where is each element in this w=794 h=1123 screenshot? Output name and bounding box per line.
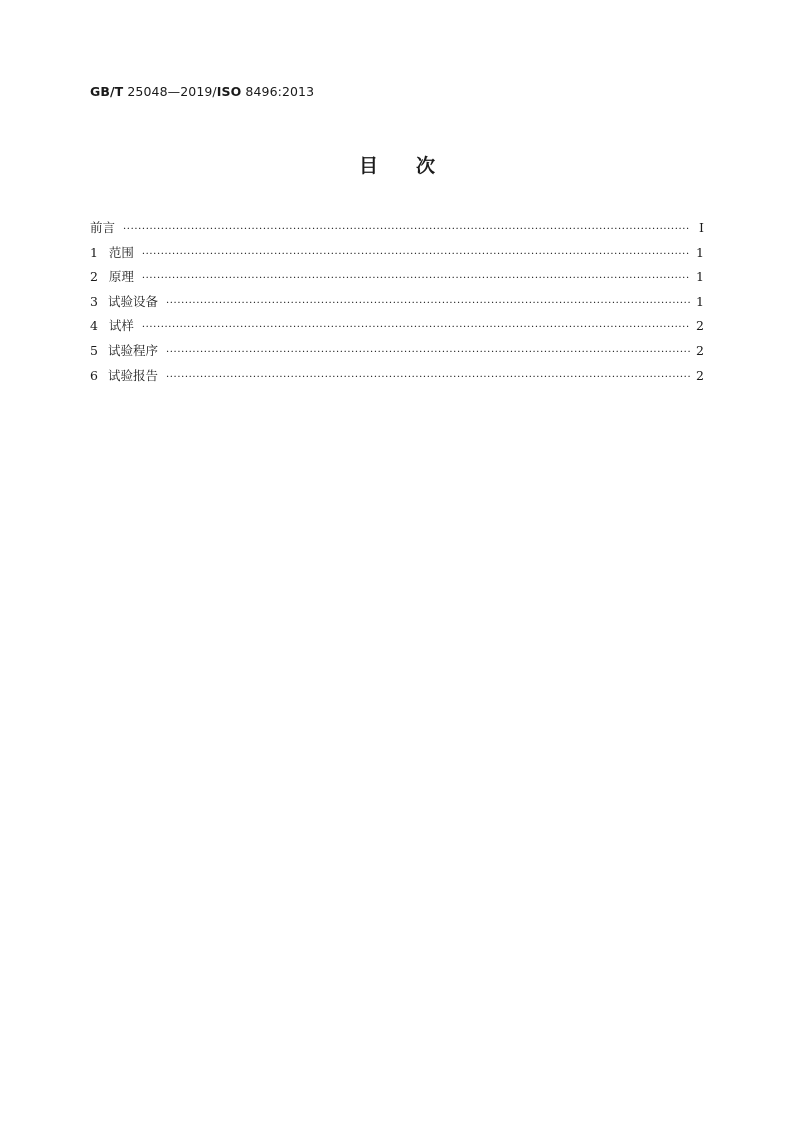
standard-prefix: GB/T	[90, 84, 124, 99]
toc-leader-dots	[166, 341, 690, 366]
toc-leader-dots	[166, 292, 690, 317]
toc-item-number: 3	[90, 293, 98, 309]
toc-item-number: 4	[90, 318, 98, 334]
toc-item-label: 原理	[108, 269, 134, 285]
toc-item-page: 1	[696, 269, 704, 285]
toc-item-label: 试验设备	[107, 293, 158, 309]
toc-item-page: 1	[696, 293, 704, 309]
toc-leader-dots	[142, 267, 690, 292]
toc-item-scope[interactable]	[90, 241, 704, 266]
toc-item-foreword[interactable]	[90, 216, 704, 241]
standard-number	[90, 84, 314, 99]
toc-item-number: 1	[90, 244, 98, 260]
toc-item-apparatus[interactable]	[90, 290, 704, 315]
toc-item-label: 试验报告	[107, 367, 158, 383]
toc-item-number: 5	[90, 342, 98, 358]
standard-main: 25048—2019/	[123, 84, 217, 99]
toc-item-number: 2	[90, 269, 98, 285]
toc-item-procedure[interactable]	[90, 339, 704, 364]
iso-number: 8496:2013	[241, 84, 315, 99]
toc-item-label: 试样	[108, 318, 134, 334]
toc-item-test-specimen[interactable]	[90, 314, 704, 339]
toc-item-label: 范围	[108, 244, 134, 260]
table-of-contents	[90, 216, 704, 388]
toc-item-page: 2	[696, 342, 704, 358]
toc-leader-dots	[142, 243, 690, 268]
toc-item-test-report[interactable]	[90, 364, 704, 389]
toc-item-page: 2	[696, 318, 704, 334]
toc-title: 目次	[358, 155, 473, 177]
toc-leader-dots	[123, 218, 690, 243]
toc-item-page: Ⅰ	[699, 220, 704, 235]
toc-leader-dots	[166, 366, 690, 391]
toc-item-label: 前言	[90, 220, 116, 235]
iso-prefix: ISO	[216, 84, 242, 99]
toc-item-principle[interactable]	[90, 265, 704, 290]
toc-item-page: 1	[696, 244, 704, 260]
toc-item-label: 试验程序	[107, 342, 158, 358]
toc-leader-dots	[142, 316, 690, 341]
toc-item-number: 6	[90, 367, 98, 383]
toc-item-page: 2	[696, 367, 704, 383]
